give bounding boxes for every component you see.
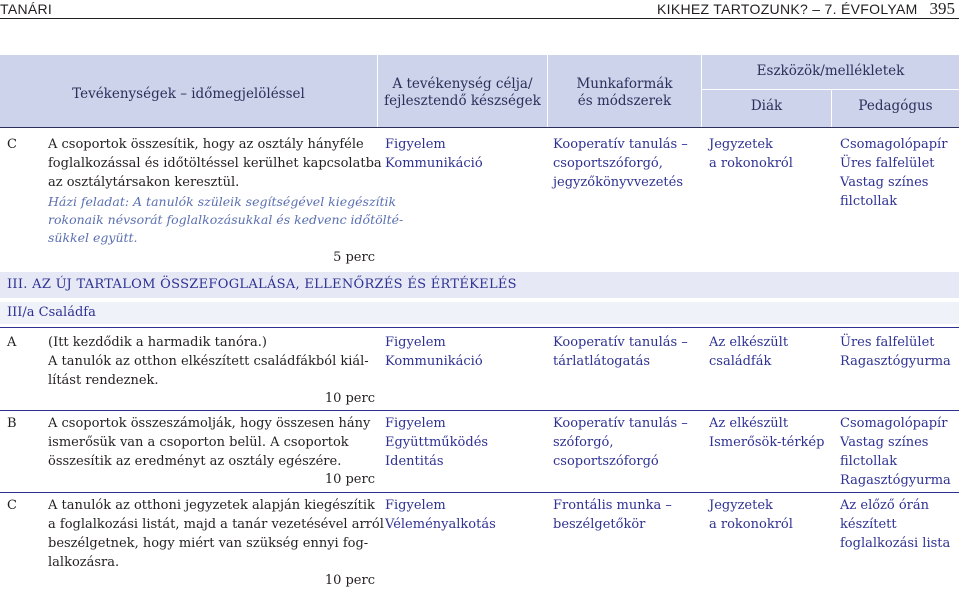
col-methods-header-line1: Munkaformák: [576, 76, 673, 92]
teacher-tools: Az előző órán készített foglalkozási lista: [840, 498, 951, 551]
methods: Kooperatív tanulás – tárlatlátogatás: [553, 335, 688, 369]
header-left: TANÁRI: [0, 1, 53, 17]
teacher-tools: Csomagolópapír Vastag színes filctollak Ragasztógyurma: [840, 416, 951, 488]
header-bottom-rule: [0, 127, 959, 128]
subsection-heading: III/a Családfa: [0, 302, 959, 324]
col-tools-header: Eszközök/mellékletek: [756, 63, 905, 79]
header-divider: [702, 89, 959, 90]
col-methods-header-line2: és módszerek: [577, 93, 672, 109]
student-tools: Az elkészült Ismerősök-térkép: [709, 416, 825, 450]
student-tools: Jegyzetek a rokonokról: [709, 498, 793, 532]
col-activities-header: Tevékenységek – időmegjelöléssel: [72, 86, 305, 102]
col-teacher-header: Pedagógus: [858, 98, 933, 114]
row-letter: B: [7, 416, 17, 431]
row-letter: A: [7, 335, 17, 350]
goals: Figyelem Kommunikáció: [385, 335, 483, 369]
running-header: [0, 0, 959, 19]
methods: Frontális munka – beszélgetőkör: [553, 498, 672, 532]
activity-text: A tanulók az otthoni jegyzetek alapján kiegészítik a foglalkozási listát, majd a tanár vezetésével arról beszélgetnek, hogy miért van szükség ennyi fog- lalkozásra.: [48, 498, 384, 570]
goals: Figyelem Véleményalkotás: [385, 498, 496, 532]
teacher-tools: Csomagolópapír Üres falfelület Vastag színes filctollak: [840, 137, 948, 209]
header-rule: [0, 18, 959, 19]
student-tools: Jegyzetek a rokonokról: [709, 137, 793, 171]
col-goals-header-line2: fejlesztendő készségek: [384, 93, 541, 109]
activity-time: 10 perc: [324, 573, 375, 588]
row-divider: [0, 327, 959, 328]
activity-time: 10 perc: [324, 391, 375, 406]
activity-text: A csoportok összesítik, hogy az osztály hányféle foglalkozással és időtöltéssel kerülhet kapcsolatba az osztálytársakon keresztül.: [48, 137, 382, 190]
section-heading: III. AZ ÚJ TARTALOM ÖSSZEFOGLALÁSA, ELLENŐRZÉS ÉS ÉRTÉKELÉS: [0, 272, 959, 298]
header-center: KIKHEZ TARTOZUNK? – 7. ÉVFOLYAM: [657, 1, 918, 17]
row-divider: [0, 410, 959, 411]
activity-time: 5 perc: [333, 250, 375, 265]
row-letter: C: [7, 137, 17, 152]
student-tools: Az elkészült családfák: [709, 335, 789, 369]
row-letter: C: [7, 498, 17, 513]
activity-time: 10 perc: [324, 472, 375, 487]
activity-text: (Itt kezdődik a harmadik tanóra.) A tanulók az otthon elkészített családfákból kiál- lítást rendeznek.: [48, 335, 369, 388]
teacher-tools: Üres falfelület Ragasztógyurma: [840, 335, 951, 369]
activity-text: A csoportok összeszámolják, hogy összesen hány ismerősük van a csoporton belül. A csoportok összesítik az eredményt az osztály egészére.: [48, 416, 371, 469]
goals: Figyelem Együttműködés Identitás: [385, 416, 489, 469]
col-student-header: Diák: [750, 98, 783, 114]
homework-text: Házi feladat: A tanulók szüleik segítségével kiegészítik rokonaik névsorát foglalkozásukkal és kedvenc időtölté- sükkel együtt.: [48, 194, 404, 245]
goals: Figyelem Kommunikáció: [385, 137, 483, 171]
methods: Kooperatív tanulás – csoportszóforgó, jegyzőkönyvvezetés: [553, 137, 688, 190]
methods: Kooperatív tanulás – szóforgó, csoportszóforgó: [553, 416, 688, 469]
row-divider: [0, 492, 959, 493]
col-goals-header-line1: A tevékenység célja/: [392, 76, 533, 92]
page-number: 395: [929, 0, 955, 18]
